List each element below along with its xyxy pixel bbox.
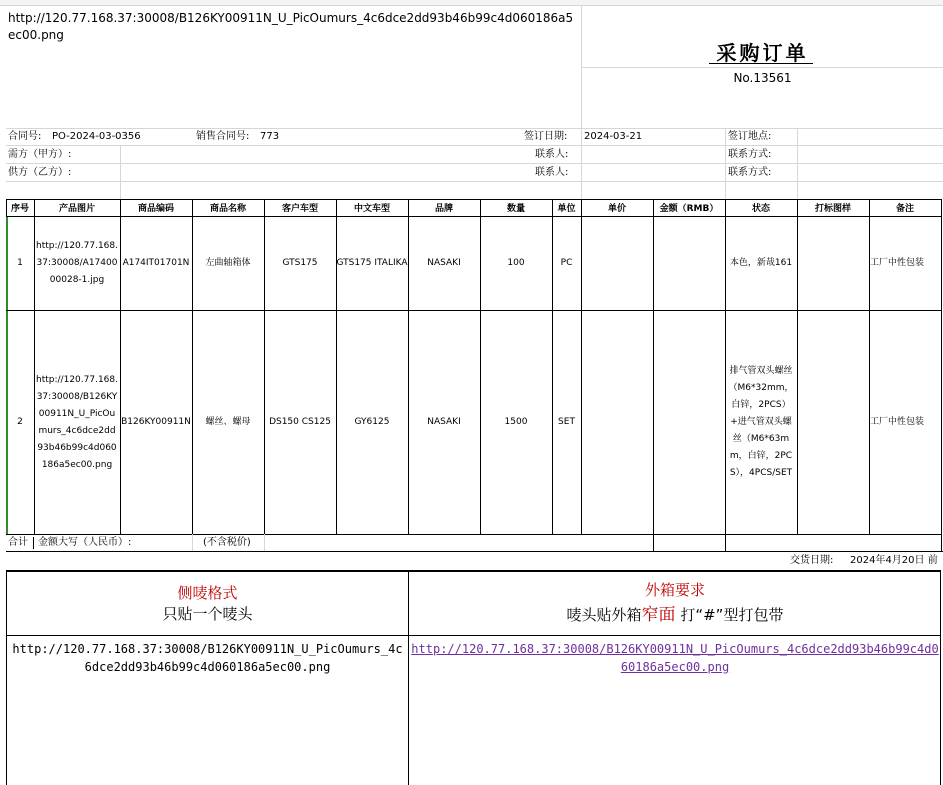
amount-words-label: 金额大写（人民币）: [38, 537, 132, 548]
gridline [797, 128, 798, 199]
col-header-customer-model: 客户车型 [281, 204, 318, 214]
gridline [581, 67, 943, 68]
table-row-1-unit: PC [560, 258, 573, 268]
header-image-url[interactable]: http://120.77.168.37:30008/B126KY00911N_U_PicOumurs_4c6dce2dd93b46b99c4d060186a5ec00.png [8, 11, 574, 42]
table-border [6, 534, 942, 535]
gridline [264, 534, 265, 551]
outer-box-title: 外箱要求 [644, 581, 705, 599]
table-row-2-mark [797, 311, 869, 534]
total-separator [33, 537, 34, 549]
table-row-2-qty: 1500 [504, 417, 528, 427]
gridline [581, 128, 582, 199]
packing-section [6, 570, 941, 785]
gridline [6, 128, 943, 129]
sign-place-label: 签订地点: [728, 131, 772, 142]
sign-date-value: 2024-03-21 [584, 131, 643, 142]
table-row-2-amount [653, 311, 725, 534]
col-header-price: 单价 [607, 204, 626, 214]
table-border [941, 199, 942, 534]
col-header-qty: 数量 [506, 204, 525, 214]
table-border [725, 534, 726, 551]
table-border [653, 534, 654, 551]
table-row-2-status: 排气管双头螺丝（M6*32mm，白锌，2PCS）+进气管双头螺丝（M6*63mm，白锌，2PCS），4PCS/SET [728, 366, 794, 478]
delivery-date: 2024年4月20日 前 [850, 555, 938, 566]
sales-contract-label: 销售合同号: [196, 131, 250, 142]
outer-box-text-b: 打“#”型打包带 [675, 606, 784, 624]
gridline [192, 534, 193, 551]
column-header-strip [0, 0, 943, 6]
sales-contract-value: 773 [260, 131, 280, 142]
table-row-2-unit: SET [558, 417, 575, 427]
outer-box-link[interactable]: http://120.77.168.37:30008/B126KY00911N_U_PicOumurs_4c6dce2dd93b46b99c4d060186a5ec00.png [411, 642, 939, 674]
outer-box-requirement [409, 604, 941, 626]
table-row-2-no: 2 [17, 417, 23, 427]
page-title: 采购订单 [716, 41, 809, 65]
table-row-1-cn-model: GTS175 ITALIKA [336, 258, 408, 268]
contract-no-label: 合同号: [8, 131, 42, 142]
table-row-2-code: B126KY00911N [121, 417, 191, 427]
title-underline [709, 63, 813, 64]
table-row-1-brand: NASAKI [427, 258, 461, 268]
col-header-image: 产品图片 [58, 204, 95, 214]
side-mark-title: 侧唛格式 [177, 584, 238, 602]
table-row-2-customer-model: DS150 CS125 [269, 417, 331, 427]
buyer-contact-label: 联系人: [535, 149, 569, 160]
table-row-1-code: A174IT01701N [122, 258, 190, 268]
table-row-2-price [581, 311, 653, 534]
order-number: No.13561 [733, 71, 792, 85]
col-header-mark: 打标图样 [814, 204, 851, 214]
supplier-contact-label: 联系人: [535, 167, 569, 178]
gridline [6, 181, 943, 182]
col-header-cn-model: 中文车型 [353, 204, 390, 214]
table-row-2-image[interactable]: http://120.77.168.37:30008/B126KY00911N_U_PicOumurs_4c6dce2dd93b46b99c4d060186a5ec00.png [36, 374, 118, 470]
table-row-1-image[interactable]: http://120.77.168.37:30008/A1740000028-1.jpg [36, 241, 118, 285]
total-label: 合计 [8, 537, 28, 548]
table-row-1-remark: 工厂中性包装 [870, 258, 925, 268]
supplier-contact-method-label: 联系方式: [728, 167, 772, 178]
side-mark-link[interactable]: http://120.77.168.37:30008/B126KY00911N_U_PicOumurs_4c6dce2dd93b46b99c4d060186a5ec00.png [12, 642, 403, 674]
col-header-amount: 金额（RMB） [659, 204, 719, 214]
table-row-1-status: 本色，新哉161 [729, 258, 793, 268]
table-row-1-name: 左曲轴箱体 [205, 258, 251, 268]
table-row-1-qty: 100 [507, 258, 525, 268]
gridline [120, 145, 121, 199]
side-mark-subtitle: 只贴一个唛头 [162, 605, 253, 623]
tax-note: (不含税价) [203, 537, 251, 548]
col-header-unit: 单位 [557, 204, 576, 214]
table-row-1-customer-model: GTS175 [282, 258, 318, 268]
buyer-contact-method-label: 联系方式: [728, 149, 772, 160]
table-row-2-brand: NASAKI [427, 417, 461, 427]
col-header-name: 商品名称 [209, 204, 246, 214]
outer-box-text-red: 窄面 [641, 605, 676, 625]
outer-box-text-a: 唛头贴外箱 [566, 606, 642, 624]
gridline [6, 163, 943, 164]
delivery-label: 交货日期: [790, 555, 834, 566]
gridline [725, 128, 726, 199]
sign-date-label: 签订日期: [524, 131, 568, 142]
table-row-1-mark [797, 217, 869, 310]
table-row-2-remark: 工厂中性包装 [870, 417, 925, 427]
table-row-1-no: 1 [17, 258, 23, 268]
table-row-2-cn-model: GY6125 [354, 417, 390, 427]
col-header-code: 商品编码 [137, 204, 174, 214]
table-border [941, 534, 942, 551]
packing-divider [6, 635, 941, 636]
col-header-no: 序号 [10, 204, 29, 214]
gridline [6, 551, 943, 552]
col-header-remark: 备注 [895, 204, 914, 214]
gridline [6, 145, 943, 146]
supplier-label: 供方（乙方）: [8, 167, 72, 178]
col-header-status: 状态 [751, 204, 770, 214]
contract-no-value: PO-2024-03-0356 [52, 131, 141, 142]
col-header-brand: 品牌 [434, 204, 453, 214]
buyer-label: 需方（甲方）: [8, 149, 72, 160]
table-row-1-amount [653, 217, 725, 310]
table-row-2-name: 螺丝、螺母 [205, 417, 251, 427]
table-row-1-price [581, 217, 653, 310]
